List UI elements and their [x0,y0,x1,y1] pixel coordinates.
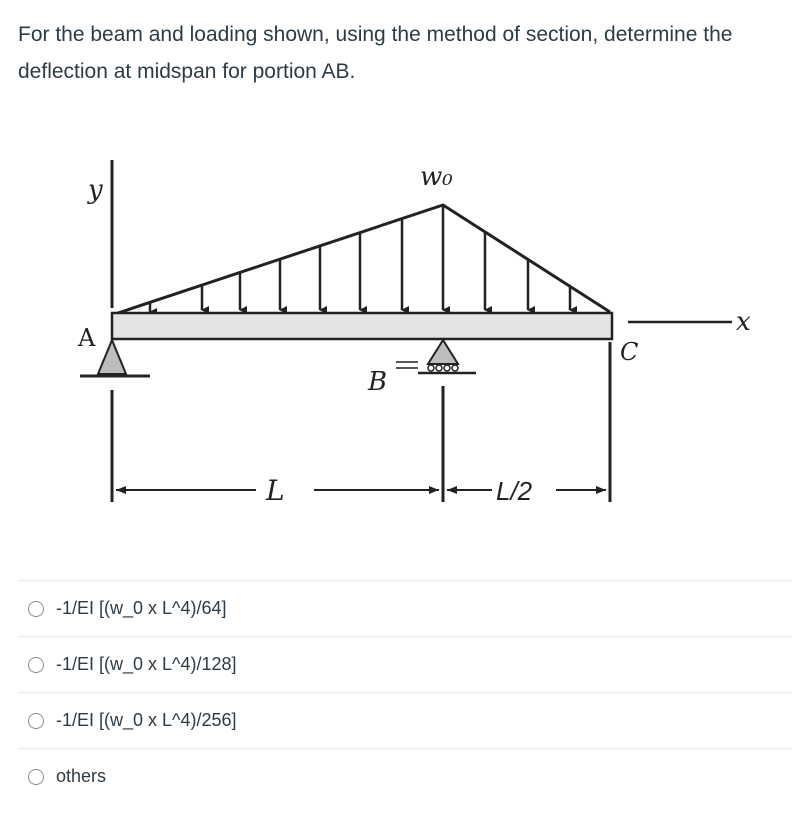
answer-option-4[interactable] [18,748,792,804]
answer-option-3[interactable] [18,692,792,748]
answer-option-2[interactable] [18,636,792,692]
span-ab-label: L [266,474,285,507]
x-axis-label: x [736,307,751,337]
point-c-label: C [620,338,639,366]
radio-button[interactable] [28,713,44,729]
answer-option-1[interactable] [18,580,792,636]
radio-button[interactable] [28,601,44,617]
radio-button[interactable] [28,657,44,673]
beam [112,313,612,339]
load-label-w0: w₀ [420,162,453,192]
question-text: For the beam and loading shown, using the method of section, determine the deflection at midspan for portion AB. [18,23,733,83]
answer-label: -1/EI [(w_0 x L^4)/64] [56,598,227,618]
answer-label: -1/EI [(w_0 x L^4)/256] [56,710,237,730]
load-arrows [150,206,570,312]
answer-label: -1/EI [(w_0 x L^4)/128] [56,654,237,674]
roller-support-b [396,340,476,373]
radio-button[interactable] [28,769,44,785]
point-b-label: B [368,367,388,397]
answer-label: others [56,766,107,786]
answer-list [18,580,792,804]
y-axis-label: y [88,175,103,205]
beam-diagram [60,150,780,530]
span-bc-label: L/2 [496,476,533,506]
point-a-label: A [78,324,96,352]
